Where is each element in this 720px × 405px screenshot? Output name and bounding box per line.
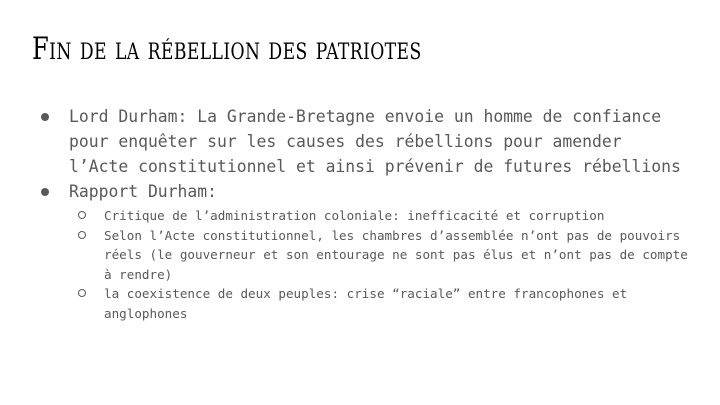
bullet-item (40, 104, 690, 179)
filled-bullet-icon (41, 113, 49, 121)
sub-bullet-list (40, 206, 690, 323)
slide-title: Fin de la rébellion des patriotes (32, 31, 422, 67)
slide-body (40, 104, 690, 323)
sub-bullet-item (104, 206, 690, 226)
hollow-bullet-icon (78, 231, 86, 239)
sub-bullet-item (104, 284, 690, 323)
hollow-bullet-icon (78, 289, 86, 297)
filled-bullet-icon (41, 188, 49, 196)
sub-bullet-text: la coexistence de deux peuples: crise “raciale” entre francophones et anglophones (104, 286, 628, 321)
hollow-bullet-icon (78, 211, 86, 219)
sub-bullet-item (104, 226, 690, 285)
bullet-text: Lord Durham: La Grande-Bretagne envoie un homme de confiance pour enquêter sur les causes des rébellions pour amender l’Acte constitutionnel et ainsi prévenir de futures rébellions (69, 107, 681, 176)
bullet-item (40, 179, 690, 204)
bullet-text: Rapport Durham: (69, 182, 218, 201)
sub-bullet-text: Selon l’Acte constitutionnel, les chambres d’assemblée n’ont pas de pouvoirs réels (le gouverneur et son entourage ne sont pas élus et n’ont pas de compte à rendre) (104, 227, 688, 282)
sub-bullet-text: Critique de l’administration coloniale: inefficacité et corruption (104, 208, 605, 223)
